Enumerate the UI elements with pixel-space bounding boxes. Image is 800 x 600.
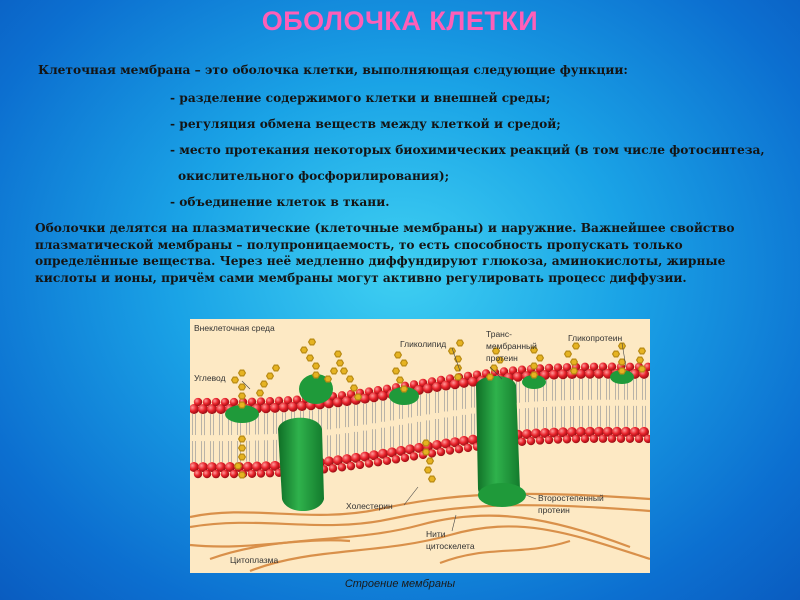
carbohydrate-bead bbox=[331, 368, 338, 374]
lipid-tail bbox=[526, 408, 529, 429]
carbohydrate-bead bbox=[455, 374, 462, 380]
lipid-tail bbox=[643, 379, 646, 400]
carbohydrate-bead bbox=[313, 372, 320, 378]
function-item-1: - разделение содержимого клетки и внешней среды; bbox=[170, 91, 551, 105]
lipid-tail bbox=[445, 418, 448, 439]
carbohydrate-bead bbox=[257, 390, 264, 396]
lipid-tail bbox=[202, 441, 205, 462]
phospholipid-head bbox=[383, 457, 391, 465]
transmembrane-protein-left bbox=[278, 418, 324, 511]
lipid-tail bbox=[436, 419, 439, 440]
carbohydrate-bead bbox=[301, 347, 308, 353]
function-item-2: - регуляция обмена веществ между клеткой и средой; bbox=[170, 117, 561, 131]
carbohydrate-bead bbox=[307, 355, 314, 361]
carbohydrate-bead bbox=[239, 402, 246, 408]
carbohydrate-bead bbox=[347, 376, 354, 382]
phospholipid-head bbox=[518, 438, 526, 446]
carbohydrate-bead bbox=[531, 363, 538, 369]
phospholipid-head bbox=[338, 463, 346, 471]
lipid-tail bbox=[580, 379, 583, 400]
lipid-tail bbox=[391, 399, 394, 420]
carbohydrate-bead bbox=[619, 368, 626, 374]
carbohydrate-bead bbox=[235, 463, 242, 469]
carbohydrate-bead bbox=[351, 385, 358, 391]
lipid-tail bbox=[391, 426, 394, 447]
lipid-tail bbox=[463, 388, 466, 409]
carbohydrate-bead bbox=[423, 449, 430, 455]
carbohydrate-bead bbox=[232, 377, 239, 383]
lipid-tail bbox=[274, 440, 277, 461]
lipid-tail bbox=[427, 420, 430, 441]
lipid-tail bbox=[337, 434, 340, 455]
lipid-tail bbox=[598, 379, 601, 400]
carbohydrate-bead bbox=[401, 360, 408, 366]
lipid-tail bbox=[373, 429, 376, 450]
carbohydrate-bead bbox=[571, 359, 578, 365]
lipid-tail bbox=[256, 441, 259, 462]
lipid-tail bbox=[472, 414, 475, 435]
lipid-tail bbox=[274, 413, 277, 434]
lipid-tail bbox=[553, 407, 556, 428]
carbohydrate-bead bbox=[393, 368, 400, 374]
lipid-tail bbox=[589, 406, 592, 427]
carbohydrate-bead bbox=[491, 365, 498, 371]
carbohydrate-bead bbox=[457, 340, 464, 346]
intro-text: Клеточная мембрана – это оболочка клетки, выполняющая следующие функции: bbox=[38, 63, 628, 77]
carbohydrate-bead bbox=[337, 360, 344, 366]
lipid-tail bbox=[571, 379, 574, 400]
lipid-tail bbox=[400, 425, 403, 446]
membrane-illustration bbox=[190, 319, 650, 573]
lipid-tail bbox=[364, 431, 367, 452]
lipid-tail bbox=[463, 415, 466, 436]
label-glycoprotein: Гликопротеин bbox=[568, 333, 623, 343]
label-glycolipid: Гликолипид bbox=[400, 339, 447, 349]
lipid-tail bbox=[643, 406, 646, 427]
carbohydrate-bead bbox=[239, 393, 246, 399]
label-transmembrane-1: Транс- bbox=[486, 329, 512, 339]
carbohydrate-bead bbox=[355, 394, 362, 400]
phospholipid-head bbox=[536, 436, 544, 444]
membrane-diagram bbox=[190, 319, 650, 573]
carbohydrate-bead bbox=[429, 476, 436, 482]
carbohydrate-bead bbox=[537, 355, 544, 361]
lipid-tail bbox=[562, 406, 565, 427]
label-carbohydrate: Углевод bbox=[194, 373, 226, 383]
phospholipid-heads bbox=[190, 363, 650, 479]
carbohydrate-bead bbox=[267, 373, 274, 379]
lipid-tail bbox=[265, 413, 268, 434]
lipid-tail bbox=[211, 441, 214, 462]
lipid-tail bbox=[436, 392, 439, 413]
lipid-tail bbox=[211, 414, 214, 435]
lipid-tail bbox=[544, 407, 547, 428]
carbohydrate-bead bbox=[239, 454, 246, 460]
carbohydrate-bead bbox=[423, 440, 430, 446]
label-extracellular: Внеклеточная среда bbox=[194, 323, 275, 333]
lipid-tail bbox=[634, 379, 637, 400]
slide-title: ОБОЛОЧКА КЛЕТКИ bbox=[261, 6, 539, 36]
carbohydrate-bead bbox=[425, 467, 432, 473]
carbohydrate-bead bbox=[531, 372, 538, 378]
lipid-tail bbox=[427, 393, 430, 414]
lipid-tail bbox=[535, 407, 538, 428]
phospholipid-head bbox=[347, 462, 355, 470]
lipid-tail bbox=[580, 406, 583, 427]
lipid-tail bbox=[418, 422, 421, 443]
lipid-tail bbox=[328, 408, 331, 429]
function-item-3: - место протекания некоторых биохимических реакций (в том числе фотосинтеза, bbox=[170, 143, 765, 157]
lipid-tail bbox=[562, 379, 565, 400]
lipid-tail bbox=[373, 402, 376, 423]
lipid-tail bbox=[355, 432, 358, 453]
carbohydrate-bead bbox=[639, 366, 646, 372]
lipid-tail bbox=[598, 406, 601, 427]
carbohydrate-bead bbox=[313, 363, 320, 369]
carbohydrate-bead bbox=[239, 472, 246, 478]
label-cytoskeleton-2: цитоскелета bbox=[426, 541, 475, 551]
carbohydrate-bead bbox=[309, 339, 316, 345]
carbohydrate-bead bbox=[341, 368, 348, 374]
lipid-tail bbox=[454, 389, 457, 410]
carbohydrate-bead bbox=[573, 343, 580, 349]
label-cytoplasm: Цитоплазма bbox=[230, 555, 279, 565]
phospholipid-head bbox=[410, 452, 418, 460]
lipid-tail bbox=[625, 406, 628, 427]
lipid-tail bbox=[382, 428, 385, 449]
carbohydrate-bead bbox=[487, 374, 494, 380]
phospholipid-head bbox=[329, 464, 337, 472]
lipid-tail bbox=[220, 414, 223, 435]
label-transmembrane-2: мембранный bbox=[486, 341, 537, 351]
label-peripheral-1: Второстепенный bbox=[538, 493, 604, 503]
carbohydrate-bead bbox=[565, 351, 572, 357]
lipid-tail bbox=[553, 380, 556, 401]
carbohydrate-bead bbox=[335, 351, 342, 357]
carbohydrate-bead bbox=[239, 384, 246, 390]
carbohydrate-bead bbox=[449, 348, 456, 354]
carbohydrate-bead bbox=[619, 359, 626, 365]
carbohydrate-bead bbox=[397, 377, 404, 383]
lipid-tail bbox=[355, 405, 358, 426]
lipid-tail bbox=[346, 433, 349, 454]
function-item-3-continued: окислительного фосфорилирования); bbox=[178, 169, 450, 183]
carbohydrate-bead bbox=[401, 386, 408, 392]
lipid-tail bbox=[517, 382, 520, 403]
label-transmembrane-3: протеин bbox=[486, 353, 518, 363]
lipid-tail bbox=[634, 406, 637, 427]
description-paragraph: Оболочки делятся на плазматические (клеточные мембраны) и наружние. Важнейшее свойство плазматической мембраны – полупроницаемость, то есть способность пропускать только определённые вещества. Через неё медленно диффундируют глюкоза, аминокислоты, жирные кислоты и ионы, причём сами мембраны могут активно регулировать процесс диффузии. bbox=[35, 221, 735, 285]
lipid-tail bbox=[193, 414, 196, 435]
lipid-tail bbox=[337, 407, 340, 428]
label-peripheral-2: протеин bbox=[538, 505, 570, 515]
carbohydrate-bead bbox=[395, 352, 402, 358]
carbohydrate-bead bbox=[637, 357, 644, 363]
carbohydrate-bead bbox=[239, 436, 246, 442]
carbohydrate-bead bbox=[325, 376, 332, 382]
phospholipid-head bbox=[374, 458, 382, 466]
phospholipid-head bbox=[527, 437, 535, 445]
phospholipid-head bbox=[401, 454, 409, 462]
carbohydrate-bead bbox=[427, 458, 434, 464]
carbohydrate-bead bbox=[639, 348, 646, 354]
carbohydrate-bead bbox=[239, 370, 246, 376]
lipid-tail bbox=[220, 441, 223, 462]
lipid-tail bbox=[472, 387, 475, 408]
label-cytoskeleton-1: Нити bbox=[426, 529, 446, 539]
phospholipid-head bbox=[464, 444, 472, 452]
lipid-tail bbox=[445, 391, 448, 412]
lipid-tail bbox=[382, 401, 385, 422]
phospholipid-head bbox=[365, 459, 373, 467]
phospholipid-head bbox=[392, 455, 400, 463]
phospholipid-head bbox=[455, 445, 463, 453]
lipid-tail bbox=[607, 406, 610, 427]
phospholipid-head bbox=[437, 448, 445, 456]
lipid-tail bbox=[364, 404, 367, 425]
phospholipid-head bbox=[446, 446, 454, 454]
lipid-tail bbox=[193, 441, 196, 462]
lipid-tail bbox=[589, 379, 592, 400]
lipid-tail bbox=[454, 416, 457, 437]
phospholipid-head bbox=[356, 461, 364, 469]
lipid-tail bbox=[247, 441, 250, 462]
lipid-tail bbox=[229, 441, 232, 462]
carbohydrate-bead bbox=[273, 365, 280, 371]
lipid-tail bbox=[409, 423, 412, 444]
carbohydrate-bead bbox=[239, 445, 246, 451]
label-cholesterol: Холестерин bbox=[346, 501, 393, 511]
lipid-tail bbox=[328, 435, 331, 456]
carbohydrate-bead bbox=[571, 368, 578, 374]
carbohydrate-bead bbox=[613, 351, 620, 357]
lipid-tail bbox=[265, 440, 268, 461]
lipid-tail bbox=[346, 406, 349, 427]
carbohydrate-bead bbox=[261, 381, 268, 387]
lipid-tail bbox=[616, 406, 619, 427]
function-item-4: - объединение клеток в ткани. bbox=[170, 195, 390, 209]
lipid-tail bbox=[571, 406, 574, 427]
diagram-caption: Строение мембраны bbox=[344, 578, 456, 590]
lipid-tail bbox=[202, 414, 205, 435]
lipid-tail bbox=[607, 379, 610, 400]
